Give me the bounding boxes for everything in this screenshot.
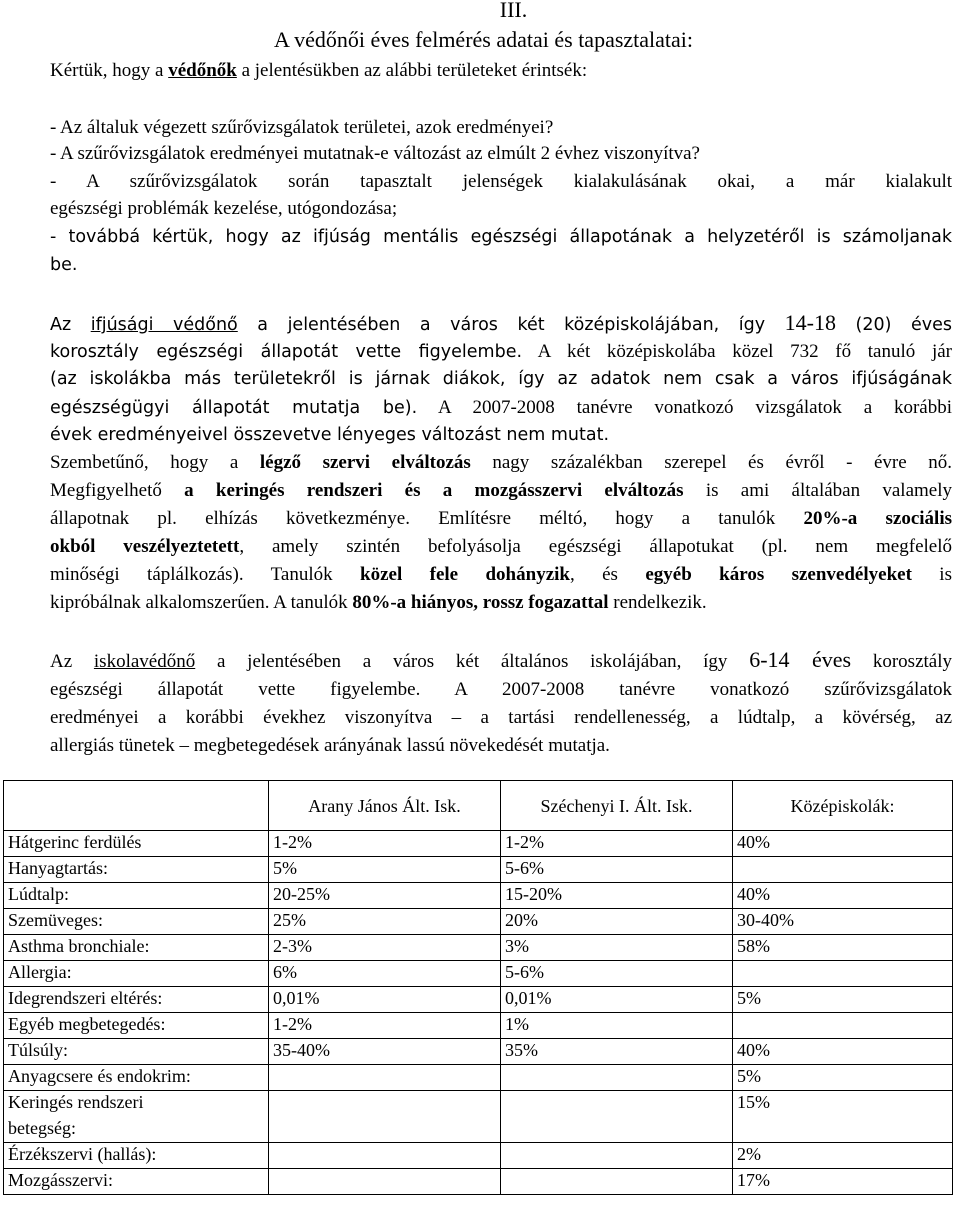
- p1-line-1: Az ifjúsági védőnő a jelentésében a város két középiskolájában, így 14-18 (20) éves: [50, 310, 952, 335]
- table-row: [4, 831, 953, 857]
- row-label-cell: Mozgásszervi:: [4, 1169, 269, 1195]
- value-cell: [501, 1091, 733, 1117]
- value-cell: 3%: [501, 935, 733, 961]
- row-label-cell: Érzékszervi (hallás):: [4, 1143, 269, 1169]
- value-cell: 2%: [733, 1143, 953, 1169]
- value-cell: [733, 961, 953, 987]
- value-cell: 30-40%: [733, 909, 953, 935]
- value-cell: 1%: [501, 1013, 733, 1039]
- table-header-row: [4, 781, 953, 831]
- p1-line-7: Megfigyelhető a keringés rendszeri és a mozgásszervi elváltozás is ami általában valamely: [50, 480, 952, 501]
- value-cell: 5%: [733, 987, 953, 1013]
- intro-line: Kértük, hogy a védőnők a jelentésükben az alábbi területeket érintsék:: [50, 60, 588, 81]
- value-cell: [501, 1117, 733, 1143]
- bullet-1: - Az általuk végezett szűrővizsgálatok területei, azok eredményei?: [50, 117, 554, 138]
- table-row: [4, 961, 953, 987]
- value-cell: 20-25%: [269, 883, 501, 909]
- p1-line-3: (az iskolákba más területekről is járnak diákok, így az adatok nem csak a város ifjúságának: [50, 369, 952, 389]
- bullet-3-line-1: - A szűrővizsgálatok során tapasztalt jelenségek kialakulásának okai, a már kialakult: [50, 171, 952, 192]
- p2-line-4: allergiás tünetek – megbetegedések arányának lassú növekedését mutatja.: [50, 735, 610, 756]
- p1-line-9: okból veszélyeztetett, amely szintén befolyásolja egészségi állapotukat (pl. nem megfelelő: [50, 536, 952, 557]
- table-header-cell: Arany János Ált. Isk.: [269, 781, 501, 831]
- p1-line-4: egészségügyi állapotát mutatja be). A 2007-2008 tanévre vonatkozó vizsgálatok a korábbi: [50, 397, 952, 418]
- table-row: [4, 935, 953, 961]
- row-label-cell: Túlsúly:: [4, 1039, 269, 1065]
- row-label-cell: Anyagcsere és endokrim:: [4, 1065, 269, 1091]
- value-cell: 40%: [733, 831, 953, 857]
- value-cell: [269, 1091, 501, 1117]
- value-cell: 2-3%: [269, 935, 501, 961]
- table-header-cell: [4, 781, 269, 831]
- row-label-cell: Asthma bronchiale:: [4, 935, 269, 961]
- value-cell: [269, 1169, 501, 1195]
- table-row: [4, 987, 953, 1013]
- row-label-cell: Keringés rendszeri: [4, 1091, 269, 1117]
- value-cell: [733, 1013, 953, 1039]
- value-cell: 5-6%: [501, 961, 733, 987]
- p1-line-2: korosztály egészségi állapotát vette figyelembe. A két középiskolába közel 732 fő tanuló jár: [50, 341, 952, 362]
- section-number: III.: [499, 0, 528, 22]
- value-cell: [269, 1143, 501, 1169]
- table-row: [4, 1091, 953, 1117]
- table-row: [4, 883, 953, 909]
- value-cell: 25%: [269, 909, 501, 935]
- bullet-2: - A szűrővizsgálatok eredményei mutatnak-e változást az elmúlt 2 évhez viszonyítva?: [50, 143, 700, 164]
- table-row: [4, 909, 953, 935]
- table-row: [4, 1013, 953, 1039]
- underlined-term: védőnők: [168, 60, 237, 81]
- value-cell: 35%: [501, 1039, 733, 1065]
- table-header-cell: Középiskolák:: [733, 781, 953, 831]
- value-cell: 20%: [501, 909, 733, 935]
- value-cell: 15-20%: [501, 883, 733, 909]
- row-label-cell: Lúdtalp:: [4, 883, 269, 909]
- table-row: [4, 1065, 953, 1091]
- value-cell: [501, 1169, 733, 1195]
- table-row: [4, 1169, 953, 1195]
- value-cell: 6%: [269, 961, 501, 987]
- value-cell: 58%: [733, 935, 953, 961]
- value-cell: 0,01%: [501, 987, 733, 1013]
- value-cell: 15%: [733, 1091, 953, 1117]
- value-cell: 35-40%: [269, 1039, 501, 1065]
- row-label-cell: Szemüveges:: [4, 909, 269, 935]
- value-cell: [733, 857, 953, 883]
- value-cell: 40%: [733, 883, 953, 909]
- row-label-cell: Hanyagtartás:: [4, 857, 269, 883]
- row-label-cell: Allergia:: [4, 961, 269, 987]
- value-cell: [501, 1143, 733, 1169]
- bullet-4-line-2: be.: [50, 255, 78, 275]
- value-cell: 40%: [733, 1039, 953, 1065]
- p1-line-8: állapotnak pl. elhízás következménye. Említésre méltó, hogy a tanulók 20%-a szociális: [50, 508, 952, 529]
- value-cell: [269, 1065, 501, 1091]
- section-title: A védőnői éves felmérés adatai és tapasztalatai:: [273, 27, 694, 52]
- value-cell: 5%: [733, 1065, 953, 1091]
- p1-line-11: kipróbálnak alkalomszerűen. A tanulók 80%-a hiányos, rossz fogazattal rendelkezik.: [50, 592, 707, 613]
- p2-line-2: egészségi állapotát vette figyelembe. A 2007-2008 tanévre vonatkozó szűrővizsgálatok: [50, 679, 952, 700]
- value-cell: 5-6%: [501, 857, 733, 883]
- table-header-cell: Széchenyi I. Ált. Isk.: [501, 781, 733, 831]
- p1-line-10: minőségi táplálkozás). Tanulók közel fele dohányzik, és egyéb káros szenvedélyeket is: [50, 564, 952, 585]
- value-cell: 0,01%: [269, 987, 501, 1013]
- value-cell: [733, 1117, 953, 1143]
- row-label-cell: betegség:: [4, 1117, 269, 1143]
- p2-line-3: eredményei a korábbi évekhez viszonyítva – a tartási rendellenesség, a lúdtalp, a kövérség, az: [50, 707, 952, 728]
- bullet-3-line-2: egészségi problémák kezelése, utógondozása;: [50, 198, 398, 219]
- bullet-4-line-1: - továbbá kértük, hogy az ifjúság mentális egészségi állapotának a helyzetéről is számoljanak: [50, 227, 952, 247]
- value-cell: 1-2%: [501, 831, 733, 857]
- underlined-term: ifjúsági védőnő: [90, 315, 238, 335]
- p1-line-6: Szembetűnő, hogy a légző szervi elváltozás nagy százalékban szerepel és évről - évre nő.: [50, 452, 953, 473]
- table-row: [4, 1039, 953, 1065]
- p1-line-5: évek eredményeivel összevetve lényeges változást nem mutat.: [50, 425, 610, 445]
- p2-line-1: Az iskolavédőnő a jelentésében a város két általános iskolájában, így 6-14 éves korosztály: [50, 647, 953, 672]
- value-cell: [269, 1117, 501, 1143]
- row-label-cell: Hátgerinc ferdülés: [4, 831, 269, 857]
- value-cell: [501, 1065, 733, 1091]
- row-label-cell: Idegrendszeri eltérés:: [4, 987, 269, 1013]
- underlined-term: iskolavédőnő: [93, 651, 196, 672]
- value-cell: 17%: [733, 1169, 953, 1195]
- value-cell: 1-2%: [269, 1013, 501, 1039]
- value-cell: 5%: [269, 857, 501, 883]
- table-row: [4, 1117, 953, 1143]
- health-data-table: [3, 780, 953, 1195]
- table-row: [4, 1143, 953, 1169]
- table-row: [4, 857, 953, 883]
- row-label-cell: Egyéb megbetegedés:: [4, 1013, 269, 1039]
- value-cell: 1-2%: [269, 831, 501, 857]
